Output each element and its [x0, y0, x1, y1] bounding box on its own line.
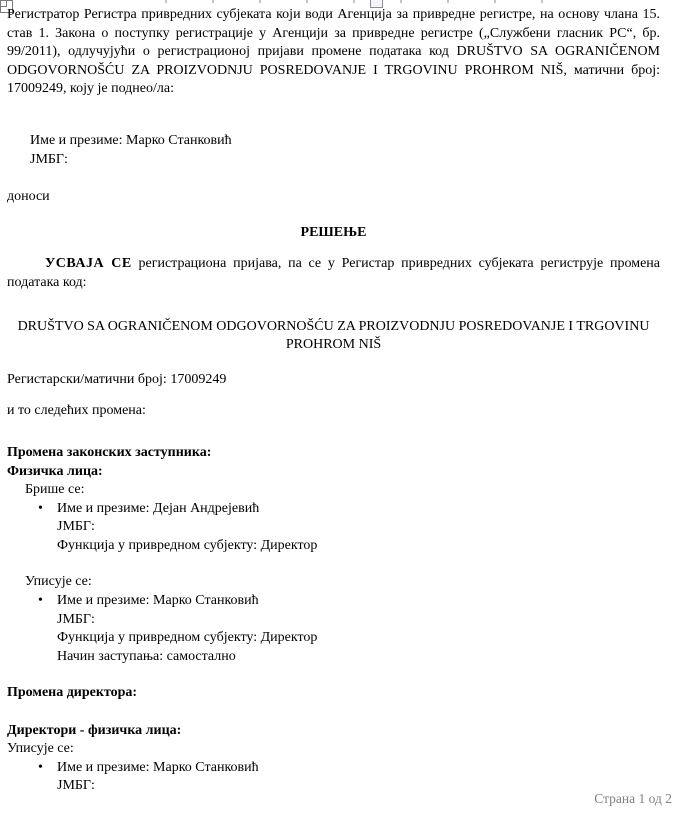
list-line: Име и презиме: Дејан Андрејевић: [57, 500, 260, 516]
list-item-deleted-person: [7, 500, 660, 556]
list-line: ЈМБГ:: [57, 519, 95, 535]
applicant-name-line: Име и презиме: Марко Станковић: [30, 132, 232, 148]
list-line: Начин заступања: самостално: [57, 648, 236, 664]
decision-lead: УСВАЈА СЕ: [45, 256, 132, 272]
list-line: Име и презиме: Марко Станковић: [57, 593, 259, 609]
list-line: Функција у привредном субјекту: Директор: [57, 630, 318, 646]
list-line: Функција у привредном субјекту: Директор: [57, 537, 318, 553]
bullet-icon: •: [38, 500, 43, 516]
company-name: DRUŠTVO SA OGRANIČENOM ODGOVORNOŠĆU ZA PROIZVODNJU POSREDOVANJE I TRGOVINU PROHROM NIŠ: [17, 318, 650, 353]
list-item-added-director: [7, 759, 660, 796]
section-directors-title: Промена директора:: [7, 685, 138, 701]
list-item-added-person: [7, 592, 660, 666]
list-line: ЈМБГ:: [57, 778, 95, 794]
donosi-line: доноси: [7, 189, 50, 205]
list-line: Име и презиме: Марко Станковић: [57, 759, 259, 775]
changes-intro-line: и то следећих промена:: [7, 403, 146, 419]
intro-paragraph: Регистратор Регистра привредних субјеката који води Агенција за привредне регистре, на основу члана 15. став 1. Закона о поступку регистрације у Агенцији за привредне регистре („Службени гласник РС“, бр. 99/2011), одлучујући о регистрационој пријави промене података код DRUŠTVO SA OGRANIČENOM ODGOVORNOŠĆU ZA PROIZVODNJU POSREDOVANJE I TRGOVINU PROHROM NIŠ, матични број: 17009249, коју је поднео/ла:: [7, 7, 660, 97]
decision-rest: регистрациона пријава, па се у Регистар привредних субјеката региструје промена података код:: [7, 256, 660, 290]
registry-number-line: Регистарски/матични број: 17009249: [7, 371, 227, 387]
section-legal-reps-subtitle: Физичка лица:: [7, 463, 103, 479]
bullet-icon: •: [38, 759, 43, 775]
page-number: Страна 1 од 2: [594, 791, 672, 806]
resolution-heading: РЕШЕЊЕ: [300, 224, 367, 240]
section-directors-subtitle: Директори - физичка лица:: [7, 722, 182, 738]
section-legal-reps-title: Промена законских заступника:: [7, 444, 212, 460]
list-line: ЈМБГ:: [57, 611, 95, 627]
bullet-icon: •: [38, 593, 43, 609]
add-label: Уписује се:: [25, 574, 92, 590]
decision-paragraph: [7, 255, 660, 292]
applicant-jmbg-line: ЈМБГ:: [30, 151, 68, 167]
delete-label: Брише се:: [25, 482, 85, 498]
add-label: Уписује се:: [7, 741, 74, 757]
applicant-block: [7, 132, 660, 169]
